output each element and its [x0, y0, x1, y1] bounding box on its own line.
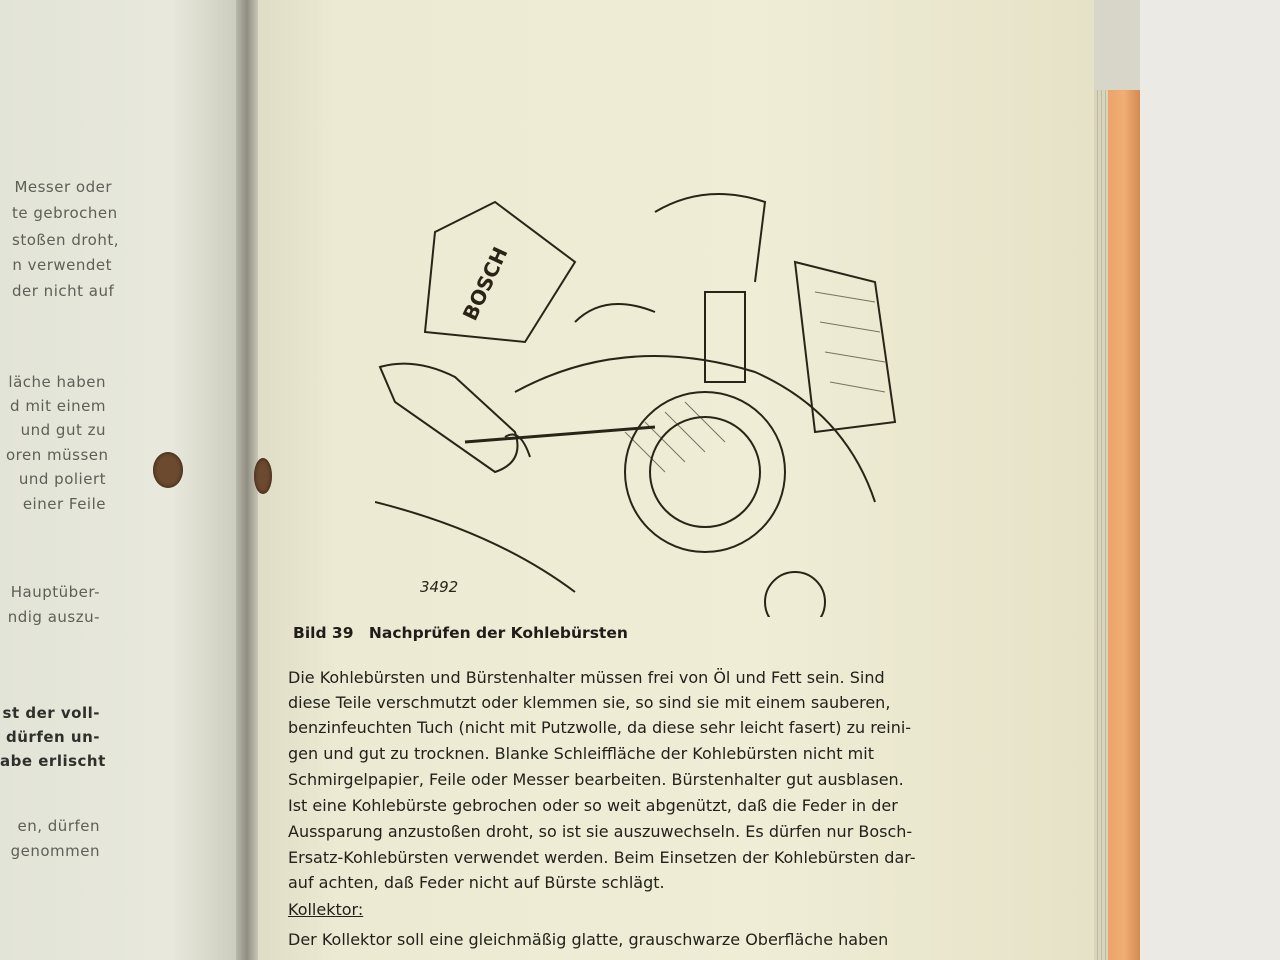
punch-hole-right	[254, 458, 272, 494]
figure-title: Nachprüfen der Kohlebürsten	[368, 624, 628, 642]
body-text-line: benzinfeuchten Tuch (nicht mit Putzwolle, da diese sehr leicht fasert) zu reini-	[288, 718, 912, 737]
body-text-line: Schmirgelpapier, Feile oder Messer bearbeiten. Bürstenhalter gut ausblasen.	[288, 770, 904, 789]
left-text-line: abe erlischt	[0, 752, 106, 770]
body-text-line: Ist eine Kohlebürste gebrochen oder so weit abgenützt, daß die Feder in der	[288, 796, 898, 815]
left-text-line: läche haben	[8, 373, 106, 391]
bosch-label: BOSCH	[457, 243, 513, 325]
left-text-line: Messer oder	[14, 178, 112, 196]
left-text-line: st der voll-	[2, 704, 100, 722]
left-text-line: ndig auszu-	[7, 608, 100, 626]
left-text-line: dürfen un-	[6, 728, 100, 746]
left-text-line: einer Feile	[22, 495, 106, 513]
punch-hole-left	[153, 452, 183, 488]
body-text-line: diese Teile verschmutzt oder klemmen sie, so sind sie mit einem sauberen,	[288, 693, 891, 712]
body-last-line: Der Kollektor soll eine gleichmäßig glatte, grauschwarze Oberfläche haben	[288, 930, 889, 949]
body-text-line: Ersatz-Kohlebürsten verwendet werden. Beim Einsetzen der Kohlebürsten dar-	[288, 848, 916, 867]
left-text-line: d mit einem	[10, 397, 106, 415]
left-text-line: und poliert	[18, 470, 106, 488]
figure-caption	[293, 624, 628, 643]
left-text-line: oren müssen	[6, 446, 109, 464]
background	[1140, 0, 1280, 960]
left-text-line: en, dürfen	[17, 817, 100, 835]
left-text-line: Hauptüber-	[10, 583, 100, 601]
body-text-line: auf achten, daß Feder nicht auf Bürste schlägt.	[288, 873, 665, 892]
body-text-line: Die Kohlebürsten und Bürstenhalter müssen frei von Öl und Fett sein. Sind	[288, 668, 885, 687]
left-text-line: der nicht auf	[12, 282, 115, 300]
body-text-line: Aussparung anzustoßen droht, so ist sie auszuwechseln. Es dürfen nur Bosch-	[288, 822, 913, 841]
left-text-line: stoßen droht,	[12, 231, 120, 249]
body-text-line: gen und gut zu trocknen. Blanke Schleiffläche der Kohlebürsten nicht mit	[288, 744, 874, 763]
illustration-brush-check	[375, 172, 900, 617]
left-text-line: te gebrochen	[12, 204, 118, 222]
left-text-line: und gut zu	[20, 421, 106, 439]
figure-number: Bild 39	[293, 624, 354, 642]
left-text-line: n verwendet	[12, 256, 112, 274]
figure-code: 3492	[420, 578, 459, 596]
left-text-line: genommen	[10, 842, 100, 860]
subheading-kollektor: Kollektor:	[288, 900, 364, 919]
